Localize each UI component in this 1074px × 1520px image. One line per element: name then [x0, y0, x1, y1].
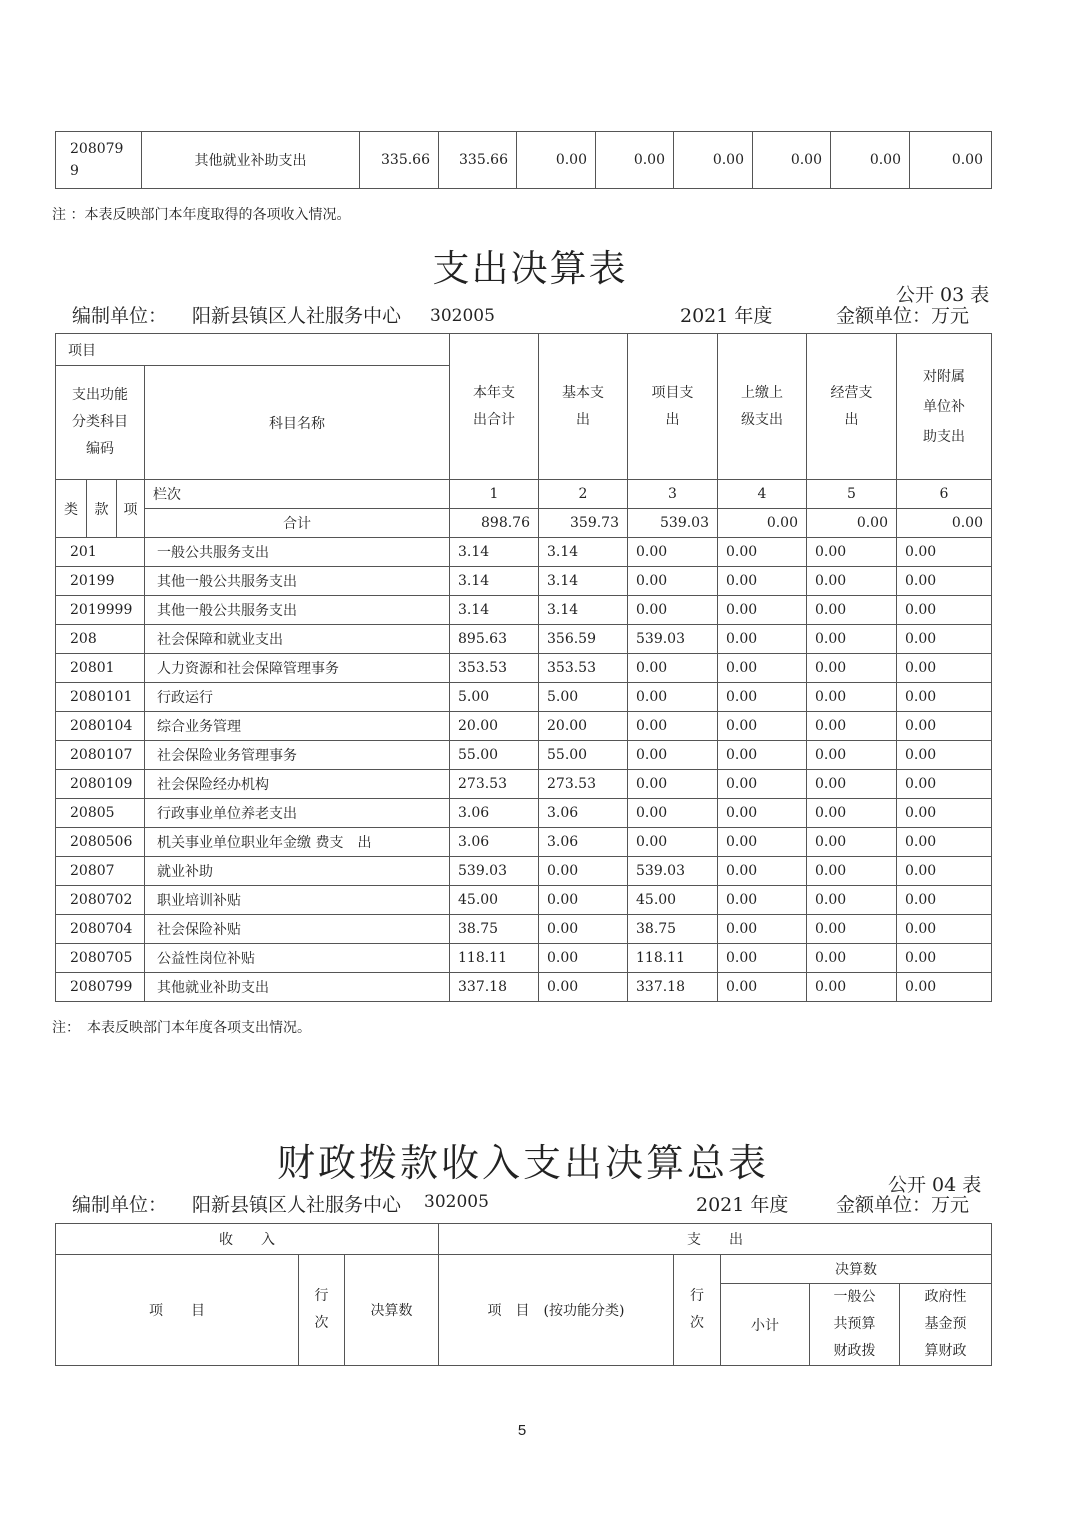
row-value: 20.00: [450, 712, 539, 741]
row-value: 5.00: [539, 683, 628, 712]
prev-table-tail: [55, 131, 992, 189]
row-value: 118.11: [628, 944, 718, 973]
row-value: 0.00: [718, 625, 807, 654]
total-value: 0.00: [897, 509, 992, 538]
col-num: 4: [718, 480, 807, 509]
unit-label: 编制单位：: [72, 305, 168, 327]
total-value: 359.73: [539, 509, 628, 538]
table-row: [56, 973, 992, 1002]
row-value: 0.00: [807, 944, 897, 973]
row-value: 3.06: [450, 799, 539, 828]
header-expense: 支 出: [439, 1224, 992, 1255]
header-gov-fund: 政府性基金预算财政: [900, 1284, 992, 1366]
row-value: 0.00: [628, 596, 718, 625]
header-col1: 本年支出合计: [450, 334, 539, 480]
header-amount: 决算数: [345, 1255, 439, 1366]
row-name: 行政事业单位养老支出: [145, 799, 450, 828]
row-value: 0.00: [628, 741, 718, 770]
row-value: 0.00: [628, 683, 718, 712]
row-value: 0.00: [753, 132, 831, 189]
row-name: 人力资源和社会保障管理事务: [145, 654, 450, 683]
row-code: 2080107: [56, 741, 145, 770]
row-value: 337.18: [628, 973, 718, 1002]
year-label: 2021 年度: [696, 1194, 789, 1216]
row-value: 0.00: [897, 973, 992, 1002]
appropriation-table: [55, 1223, 992, 1366]
row-value: 55.00: [539, 741, 628, 770]
total-value: 539.03: [628, 509, 718, 538]
row-value: 0.00: [807, 654, 897, 683]
row-value: 0.00: [897, 683, 992, 712]
row-value: 539.03: [628, 857, 718, 886]
row-value: 335.66: [360, 132, 439, 189]
row-code: 20801: [56, 654, 145, 683]
header-col3: 项目支出: [628, 334, 718, 480]
row-value: 38.75: [450, 915, 539, 944]
row-value: 0.00: [596, 132, 674, 189]
table-code-04: 公开 04 表: [888, 1174, 982, 1196]
row-value: 353.53: [450, 654, 539, 683]
row-value: 0.00: [897, 654, 992, 683]
total-row: [56, 509, 992, 538]
row-value: 0.00: [718, 538, 807, 567]
header-row-no2: 行次: [674, 1255, 721, 1366]
row-value: 0.00: [628, 770, 718, 799]
row-code: 2080704: [56, 915, 145, 944]
total-label: 合计: [145, 509, 450, 538]
row-value: 0.00: [539, 857, 628, 886]
row-value: 0.00: [718, 857, 807, 886]
row-name: 行政运行: [145, 683, 450, 712]
table-row: [56, 944, 992, 973]
row-name: 社会保险经办机构: [145, 770, 450, 799]
row-value: 0.00: [897, 828, 992, 857]
row-value: 0.00: [628, 538, 718, 567]
row-value: 0.00: [897, 712, 992, 741]
header-income: 收 入: [56, 1224, 439, 1255]
row-value: 0.00: [718, 944, 807, 973]
row-value: 895.63: [450, 625, 539, 654]
row-value: 539.03: [450, 857, 539, 886]
table-row: [56, 567, 992, 596]
header-kuan: 款: [87, 480, 117, 538]
header-lanci: 栏次: [145, 480, 450, 509]
row-value: 45.00: [450, 886, 539, 915]
table-row: [56, 799, 992, 828]
row-name: 一般公共服务支出: [145, 538, 450, 567]
table-row: [56, 132, 992, 189]
row-value: 3.06: [539, 799, 628, 828]
total-value: 898.76: [450, 509, 539, 538]
row-value: 3.14: [539, 538, 628, 567]
row-value: 0.00: [718, 799, 807, 828]
header-code: 支出功能分类科目编码: [56, 366, 145, 480]
table-row: [56, 596, 992, 625]
row-value: 0.00: [674, 132, 753, 189]
row-value: 0.00: [807, 596, 897, 625]
row-value: 0.00: [628, 567, 718, 596]
row-value: 0.00: [539, 973, 628, 1002]
total-value: 0.00: [807, 509, 897, 538]
row-value: 335.66: [439, 132, 517, 189]
header-item-func: 项 目 (按功能分类): [439, 1255, 674, 1366]
page-number: 5: [517, 1422, 527, 1439]
row-value: 337.18: [450, 973, 539, 1002]
row-value: 0.00: [897, 596, 992, 625]
row-value: 118.11: [450, 944, 539, 973]
amount-unit: 金额单位：万元: [836, 1194, 970, 1216]
row-value: 0.00: [910, 132, 992, 189]
header-lei: 类: [56, 480, 87, 538]
row-value: 273.53: [539, 770, 628, 799]
row-value: 20.00: [539, 712, 628, 741]
row-value: 55.00: [450, 741, 539, 770]
table-row: [56, 886, 992, 915]
row-value: 0.00: [807, 886, 897, 915]
row-value: 5.00: [450, 683, 539, 712]
row-value: 0.00: [718, 741, 807, 770]
row-value: 539.03: [628, 625, 718, 654]
row-name: 其他一般公共服务支出: [145, 596, 450, 625]
row-code: 2080702: [56, 886, 145, 915]
row-value: 0.00: [807, 538, 897, 567]
year-label: 2021 年度: [680, 305, 773, 327]
header-amount2: 决算数: [721, 1255, 992, 1284]
row-value: 3.06: [539, 828, 628, 857]
row-name: 职业培训补贴: [145, 886, 450, 915]
row-value: 0.00: [897, 799, 992, 828]
row-value: 0.00: [718, 654, 807, 683]
header-item: 项目: [56, 334, 450, 366]
row-value: 0.00: [517, 132, 596, 189]
col-num: 2: [539, 480, 628, 509]
row-value: 353.53: [539, 654, 628, 683]
total-value: 0.00: [718, 509, 807, 538]
row-value: 0.00: [897, 625, 992, 654]
row-name: 社会保险业务管理事务: [145, 741, 450, 770]
row-value: 38.75: [628, 915, 718, 944]
row-code: 2080506: [56, 828, 145, 857]
row-name: 其他就业补助支出: [142, 132, 360, 189]
row-value: 0.00: [718, 828, 807, 857]
row-value: 3.14: [539, 596, 628, 625]
amount-unit: 金额单位：万元: [836, 305, 970, 327]
table-row: [56, 857, 992, 886]
header-col4: 上缴上级支出: [718, 334, 807, 480]
header-col6: 对附属单位补助支出: [897, 334, 992, 480]
row-code: 2080109: [56, 770, 145, 799]
page-title-03: 支出决算表: [432, 247, 628, 290]
row-value: 356.59: [539, 625, 628, 654]
row-value: 0.00: [539, 886, 628, 915]
income-note: 注 ：本表反映部门本年度取得的各项收入情况。: [52, 207, 351, 223]
row-value: 0.00: [539, 944, 628, 973]
row-name: 其他一般公共服务支出: [145, 567, 450, 596]
row-code: 20805: [56, 799, 145, 828]
table-row: [56, 683, 992, 712]
row-value: 3.14: [450, 538, 539, 567]
col-num: 3: [628, 480, 718, 509]
row-name: 其他就业补助支出: [145, 973, 450, 1002]
row-name: 公益性岗位补贴: [145, 944, 450, 973]
row-code: 208: [56, 625, 145, 654]
unit-label: 编制单位：: [72, 1194, 168, 1216]
col-num: 6: [897, 480, 992, 509]
row-code: 208079 9: [56, 132, 142, 189]
expense-table: [55, 333, 992, 1002]
row-value: 0.00: [718, 973, 807, 1002]
row-value: 0.00: [807, 683, 897, 712]
row-code: 2080104: [56, 712, 145, 741]
row-value: 0.00: [718, 770, 807, 799]
table-row: [56, 915, 992, 944]
row-value: 0.00: [897, 886, 992, 915]
header-subtotal: 小计: [721, 1284, 810, 1366]
expense-note: 注： 本表反映部门本年度各项支出情况。: [52, 1020, 311, 1036]
row-code: 2080799: [56, 973, 145, 1002]
row-value: 0.00: [807, 828, 897, 857]
row-value: 0.00: [807, 770, 897, 799]
row-value: 0.00: [628, 799, 718, 828]
table-row: [56, 625, 992, 654]
row-code: 2080101: [56, 683, 145, 712]
row-value: 0.00: [807, 799, 897, 828]
row-value: 0.00: [807, 857, 897, 886]
row-value: 0.00: [628, 654, 718, 683]
row-value: 0.00: [897, 741, 992, 770]
row-name: 就业补助: [145, 857, 450, 886]
row-value: 0.00: [897, 915, 992, 944]
page-title-04: 财政拨款收入支出决算总表: [276, 1141, 769, 1185]
header-col2: 基本支出: [539, 334, 628, 480]
row-value: 3.14: [450, 596, 539, 625]
row-code: 2019999: [56, 596, 145, 625]
row-value: 0.00: [807, 741, 897, 770]
row-value: 3.06: [450, 828, 539, 857]
row-code: 2080705: [56, 944, 145, 973]
row-value: 0.00: [897, 567, 992, 596]
row-value: 0.00: [539, 915, 628, 944]
row-value: 0.00: [897, 538, 992, 567]
table-row: [56, 770, 992, 799]
col-num: 5: [807, 480, 897, 509]
row-value: 0.00: [718, 596, 807, 625]
row-value: 0.00: [628, 828, 718, 857]
header-general: 一般公共预算财政拨: [810, 1284, 900, 1366]
header-col5: 经营支出: [807, 334, 897, 480]
row-name: 社会保障和就业支出: [145, 625, 450, 654]
table-row: [56, 654, 992, 683]
row-code: 201: [56, 538, 145, 567]
unit-name: 阳新县镇区人社服务中心: [192, 305, 402, 327]
unit-name: 阳新县镇区人社服务中心: [192, 1194, 402, 1216]
table-code-03: 公开 03 表: [896, 284, 990, 306]
row-value: 0.00: [718, 886, 807, 915]
table-row: [56, 538, 992, 567]
row-value: 0.00: [718, 915, 807, 944]
row-value: 0.00: [718, 712, 807, 741]
row-name: 机关事业单位职业年金缴 费支 出: [145, 828, 450, 857]
table-row: [56, 741, 992, 770]
header-row-no: 行次: [299, 1255, 345, 1366]
row-value: 45.00: [628, 886, 718, 915]
row-value: 0.00: [807, 915, 897, 944]
header-xiang: 项: [117, 480, 145, 538]
header-item: 项 目: [56, 1255, 299, 1366]
table-row: [56, 712, 992, 741]
row-value: 3.14: [450, 567, 539, 596]
unit-code: 302005: [424, 1192, 489, 1212]
unit-code: 302005: [430, 306, 495, 326]
row-value: 0.00: [807, 973, 897, 1002]
row-value: 0.00: [831, 132, 910, 189]
row-value: 0.00: [897, 857, 992, 886]
row-value: 0.00: [807, 625, 897, 654]
header-name: 科目名称: [145, 366, 450, 480]
row-code: 20199: [56, 567, 145, 596]
row-value: 3.14: [539, 567, 628, 596]
row-value: 0.00: [718, 567, 807, 596]
row-value: 0.00: [897, 770, 992, 799]
row-code: 20807: [56, 857, 145, 886]
row-value: 0.00: [628, 712, 718, 741]
table-row: [56, 828, 992, 857]
col-num: 1: [450, 480, 539, 509]
row-value: 0.00: [807, 567, 897, 596]
row-value: 273.53: [450, 770, 539, 799]
row-name: 综合业务管理: [145, 712, 450, 741]
row-value: 0.00: [807, 712, 897, 741]
row-value: 0.00: [897, 944, 992, 973]
row-value: 0.00: [718, 683, 807, 712]
row-name: 社会保险补贴: [145, 915, 450, 944]
